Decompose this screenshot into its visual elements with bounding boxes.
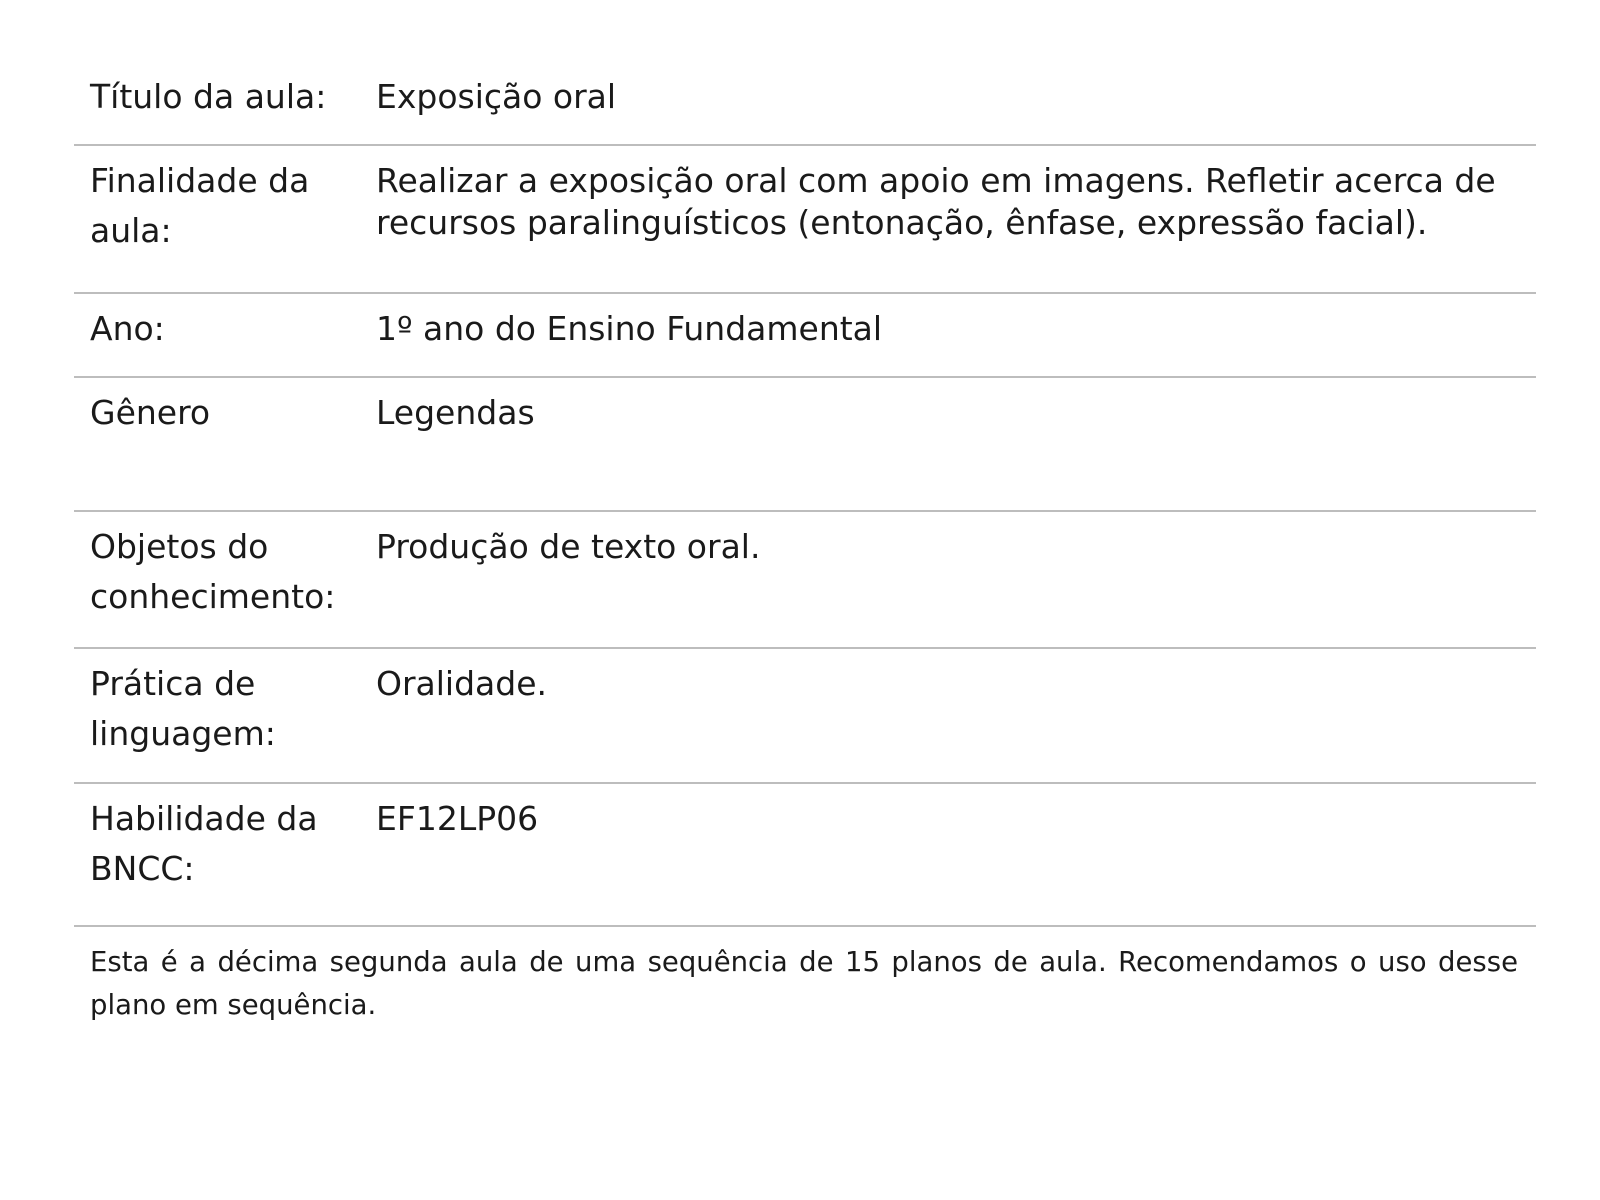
row-genre	[74, 378, 1536, 512]
row-label: Gênero	[90, 393, 211, 432]
row-label: Ano:	[90, 309, 165, 348]
row-value: Exposição oral	[376, 77, 617, 116]
lesson-plan-table	[74, 72, 1536, 1027]
row-value: Legendas	[376, 393, 535, 432]
row-value: 1º ano do Ensino Fundamental	[376, 309, 883, 348]
row-label: Finalidade da aula:	[90, 161, 310, 250]
row-label: Objetos do conhecimento:	[90, 527, 336, 616]
row-bncc-skill	[74, 784, 1536, 927]
row-value: Produção de texto oral.	[376, 527, 761, 566]
row-lesson-purpose	[74, 146, 1536, 294]
row-label: Prática de linguagem:	[90, 664, 276, 753]
row-value: EF12LP06	[376, 799, 539, 838]
sequence-note: Esta é a décima segunda aula de uma sequência de 15 planos de aula. Recomendamos o uso desse plano em sequência.	[90, 946, 1518, 1021]
row-lesson-title	[74, 72, 1536, 146]
row-label: Título da aula:	[90, 77, 327, 116]
row-value: Realizar a exposição oral com apoio em imagens. Refletir acerca de recursos paralinguísticos (entonação, ênfase, expressão facial).	[376, 161, 1496, 242]
row-label: Habilidade da BNCC:	[90, 799, 318, 888]
row-school-year	[74, 294, 1536, 378]
row-language-practice	[74, 649, 1536, 784]
row-value: Oralidade.	[376, 664, 548, 703]
row-knowledge-objects	[74, 512, 1536, 649]
